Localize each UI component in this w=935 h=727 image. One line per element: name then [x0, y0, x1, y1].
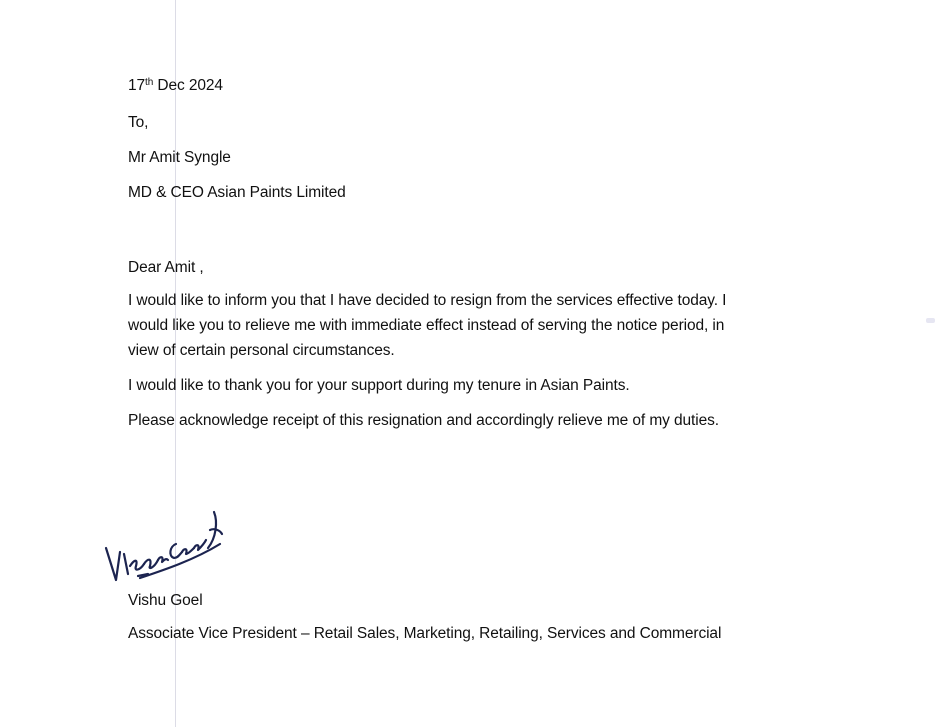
to-line: To,: [128, 114, 149, 131]
paragraph-1-line-1: I would like to inform you that I have decided to resign from the services effective today. I: [128, 292, 727, 309]
letter-date: [128, 76, 223, 96]
recipient-name: Mr Amit Syngle: [128, 149, 231, 166]
body-paragraph-1: [128, 288, 808, 363]
date-rest: Dec 2024: [153, 77, 223, 94]
date-day: 17: [128, 77, 146, 94]
scan-smudge: [926, 318, 935, 323]
paragraph-1-line-2: would like you to relieve me with immediate effect instead of serving the notice period, in: [128, 317, 725, 334]
paragraph-1-line-3: view of certain personal circumstances.: [128, 342, 395, 359]
signatory-title: Associate Vice President – Retail Sales, Marketing, Retailing, Services and Commercial: [128, 625, 722, 642]
body-paragraph-2: I would like to thank you for your support during my tenure in Asian Paints.: [128, 377, 630, 394]
salutation: Dear Amit ,: [128, 259, 204, 276]
signatory-name: Vishu Goel: [128, 592, 203, 609]
recipient-title: MD & CEO Asian Paints Limited: [128, 184, 346, 201]
body-paragraph-3: Please acknowledge receipt of this resignation and accordingly relieve me of my duties.: [128, 412, 719, 429]
handwritten-signature-icon: [104, 508, 234, 590]
paper-fold-line: [175, 0, 176, 727]
date-suffix: th: [145, 77, 154, 88]
